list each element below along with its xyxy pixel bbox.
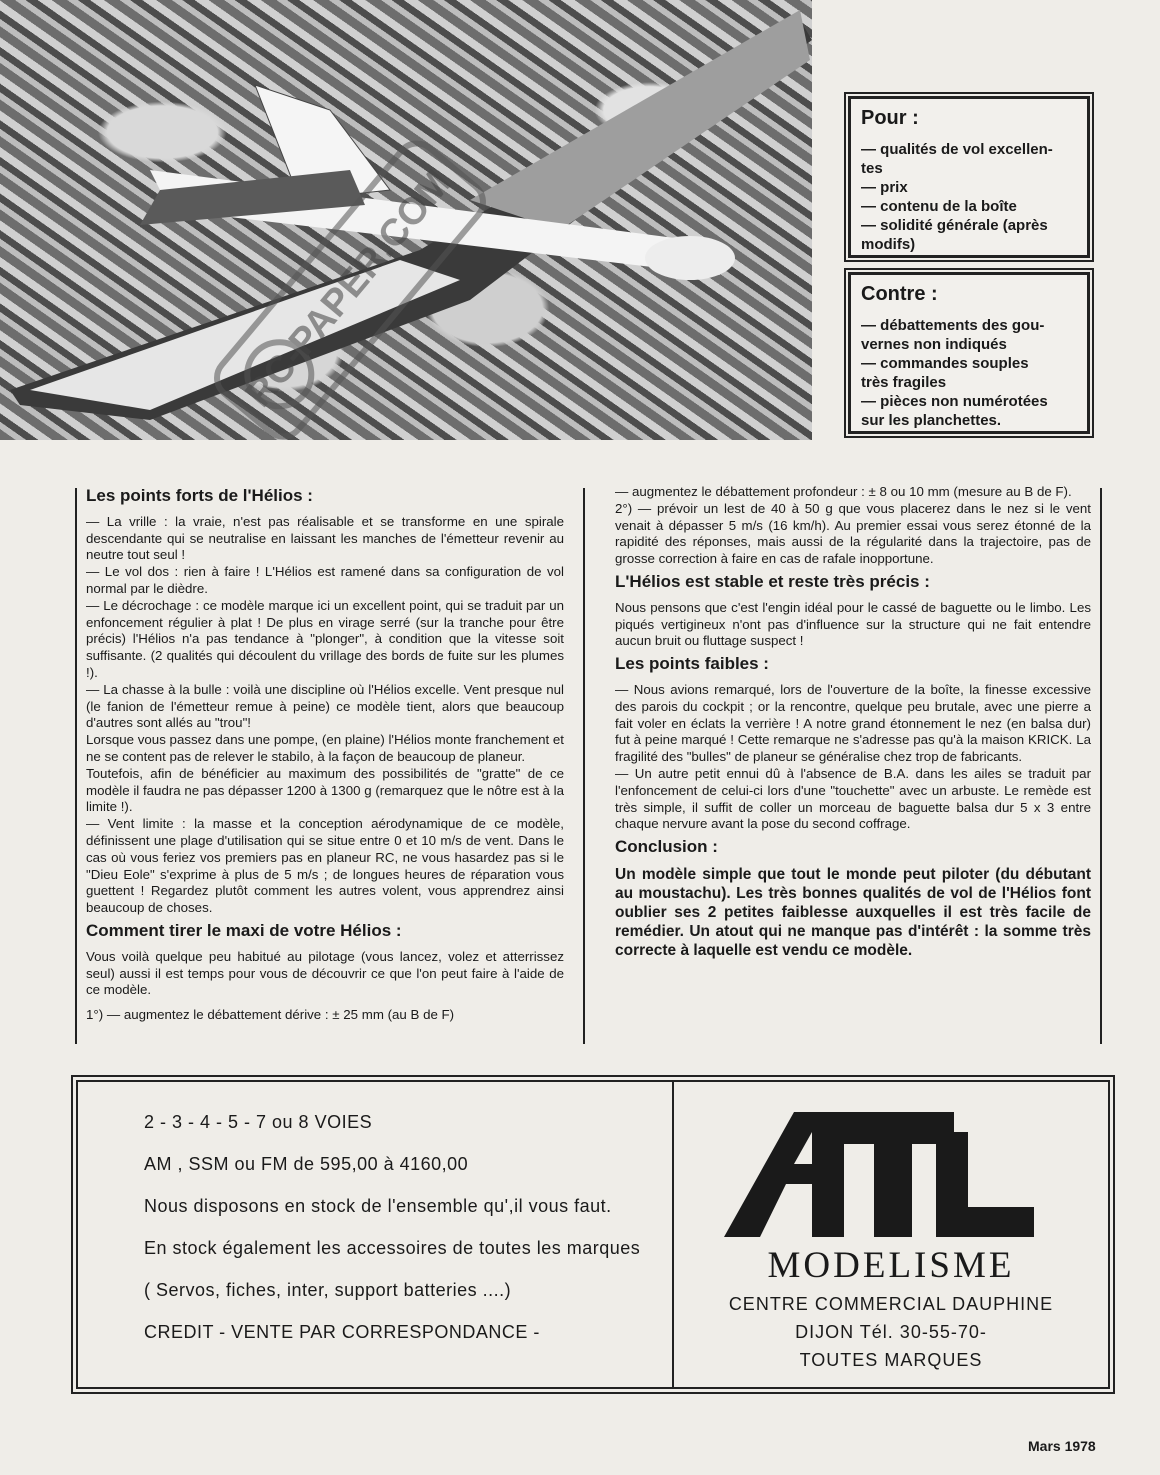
paragraph: Toutefois, afin de bénéficier au maximum des possibilités de "gratte" de ce modèle il faudra ne pas dépasser 1200 à 1300 g (remarquez que le nôtre est à la limite !). — [86, 765, 564, 815]
pour-item: — solidité générale (après — [861, 217, 1048, 234]
ad-address-line: CENTRE COMMERCIAL DAUPHINE — [728, 1294, 1054, 1314]
ad-line: En stock également les accessoires de toutes les marques — [144, 1238, 641, 1258]
paragraph: — Un autre petit ennui dû à l'absence de B.A. dans les ailes se traduit par l'enfoncement de celui-ci lors d'une "touchette" avec un arbuste. Le remède est très simple, il suffit de coller un morceau de baguette balsa dur 5 x 3 entre chaque nervure avant la pose du second coffrage. — [615, 765, 1091, 832]
contre-item: vernes non indiqués — [861, 336, 1007, 353]
paragraph: 2°) — prévoir un lest de 40 à 50 g que vous placerez dans le nez si le vent venait à dépasser 5 m/s (16 km/h). Au premier essai vous serez étonné de la rapidité des réponses, mais aussi de la régularité dans la trajectoire, pas de grosse correction à faire en cas de rafale inopportune. — [615, 500, 1091, 567]
paragraph: — Vent limite : la masse et la conception aérodynamique de ce modèle, définissent une plage d'utilisation qui se situe entre 0 et 10 m/s de vent. Dans le cas où vous feriez vos premiers pas en planeur RC, ne vous hasardez pas si le "Dieu Eole" s'exprime à plus de 5 m/s ; de longues heures de réparation vous guettent ! Regardez plutôt comment les autres volent, vous apprendrez ainsi beaucoup de choses. — [86, 816, 564, 916]
pour-title: Pour : — [861, 107, 919, 129]
section-heading: Conclusion : — [615, 837, 718, 857]
ad-logo-panel — [674, 1082, 1108, 1387]
paragraph: — La chasse à la bulle : voilà une discipline où l'Hélios excelle. Vent presque nul (le fanion de l'émetteur remue à peine) ce modèle tient, alors que beaucoup d'autres sont allés au "trou"! — [86, 681, 564, 731]
ad-line: 2 - 3 - 4 - 5 - 7 ou 8 VOIES — [144, 1112, 373, 1132]
pour-item: — qualités de vol excellen- — [861, 141, 1053, 158]
ad-line: AM , SSM ou FM de 595,00 à 4160,00 — [144, 1154, 469, 1174]
ad-text-panel — [78, 1082, 674, 1387]
contre-item: très fragiles — [861, 374, 947, 391]
pour-box — [848, 96, 1090, 258]
middle-column-rule — [583, 488, 585, 1044]
paragraph: — La vrille : la vraie, n'est pas réalisable et se transforme en une spirale descendante qui se neutralise en laissant les manches de l'émetteur revenir au neutre tout seul ! — [86, 513, 564, 563]
pour-item: modifs) — [861, 236, 916, 253]
right-column-rule — [1100, 488, 1102, 1044]
paragraph: Lorsque vous passez dans une pompe, (en plaine) l'Hélios monte franchement et ne se content pas de relever le stabilo, à la façon de beaucoup de planeur. — [86, 732, 564, 764]
pour-item: tes — [861, 160, 883, 177]
ad-line: ( Servos, fiches, inter, support batteries ....) — [144, 1280, 512, 1300]
contre-title: Contre : — [861, 283, 938, 305]
contre-item: sur les planchettes. — [861, 412, 1002, 429]
watermark-stamp — [150, 100, 550, 480]
left-column-rule — [75, 488, 77, 1044]
section-heading: Comment tirer le maxi de votre Hélios : — [86, 920, 402, 940]
pour-item: — contenu de la boîte — [861, 198, 1017, 215]
contre-item: — commandes souples — [861, 355, 1029, 372]
right-column — [615, 484, 1091, 960]
conclusion-text: Un modèle simple que tout le monde peut piloter (du débutant au moustachu). Les très bonnes qualités de vol de l'Hélios font oublier ses 2 petites faiblesse auxquelles il est très facile de remédier. Un atout qui ne manque pas d'intérêt : la somme très correcte à laquelle est vendu ce modèle. — [615, 865, 1091, 959]
paragraph: — Le décrochage : ce modèle marque ici un excellent point, qui se traduit par un enfoncement régulier à plat ! De plus en virage serré (sur la tranche pour être précis) l'Hélios n'a pas tendance à "plonger", à condition que la vitesse soit suffisante. (2 qualités qui découlent du vrillage des bords de fuite sur les plumes !). — [86, 597, 564, 680]
ad-address-line: TOUTES MARQUES — [799, 1350, 983, 1370]
paragraph: — augmentez le débattement profondeur : ± 8 ou 10 mm (mesure au B de F). — [615, 484, 1072, 499]
advertisement — [76, 1080, 1110, 1389]
brand-name: MODELISME — [767, 1245, 1015, 1286]
paragraph: 1°) — augmentez le débattement dérive : ± 25 mm (au B de F) — [86, 1007, 455, 1023]
ad-line: CREDIT - VENTE PAR CORRESPONDANCE - — [144, 1322, 540, 1342]
section-heading: Les points faibles : — [615, 654, 769, 674]
watermark-text: RC-PAPER.COM — [237, 162, 460, 416]
section-heading: Les points forts de l'Hélios : — [86, 486, 313, 505]
paragraph: — Nous avions remarqué, lors de l'ouverture de la boîte, la finesse excessive des parois du cockpit ; or la rencontre, quelque peu brutale, avec une pierre a fait voler en éclats la verrière ! A notre grand étonnement le nez (en balsa dur) fut à peine marqué ! Cette remarque ne s'adresse pas qu'à la maison KRICK. La fragilité des "bulles" de planeur se généralise chez trop de fabricants. — [615, 681, 1091, 765]
contre-box — [848, 272, 1090, 434]
contre-item: — pièces non numérotées — [861, 393, 1048, 410]
paragraph: Nous pensons que c'est l'engin idéal pour le cassé de baguette ou le limbo. Les piqués vertigineux n'ont pas d'influence sur la structure qui ne fait entendre aucun bruit ou fluttage suspect ! — [615, 599, 1091, 649]
left-column — [86, 482, 564, 1024]
paragraph: — Le vol dos : rien à faire ! L'Hélios est ramené dans sa configuration de vol normal par le dièdre. — [86, 564, 564, 596]
section-heading: L'Hélios est stable et reste très précis : — [615, 571, 930, 591]
contre-item: — débattements des gou- — [861, 317, 1045, 334]
ad-line: Nous disposons en stock de l'ensemble qu',il vous faut. — [144, 1196, 612, 1216]
atl-logo — [724, 1112, 1034, 1237]
paragraph: Vous voilà quelque peu habitué au pilotage (vous lancez, volez et atterrissez seul) aussi il est temps pour vous de découvrir ce que l'on peut faire à l'aide de ce modèle. — [86, 948, 564, 998]
issue-date: Mars 1978 — [1028, 1438, 1096, 1454]
ad-address-line: DIJON Tél. 30-55-70- — [795, 1322, 987, 1342]
pour-item: — prix — [861, 179, 908, 196]
